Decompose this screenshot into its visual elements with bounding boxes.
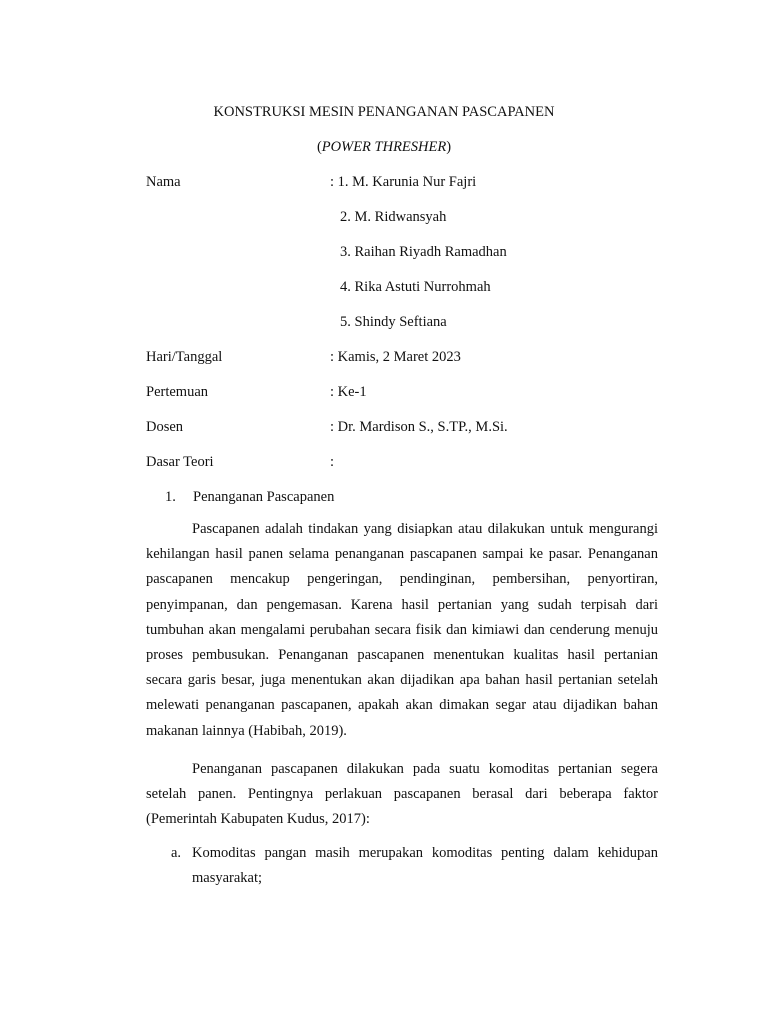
subtitle-italic: POWER THRESHER: [321, 139, 447, 155]
nama-value-4: 4. Rika Astuti Nurrohmah: [340, 279, 491, 295]
nama-value-1: : 1. M. Karunia Nur Fajri: [330, 174, 477, 190]
subtitle-close-paren: ): [446, 139, 452, 155]
dosen-label: Dosen: [146, 419, 184, 435]
list-item-marker: a.: [171, 845, 182, 861]
document-title: KONSTRUKSI MESIN PENANGANAN PASCAPANEN: [213, 104, 555, 120]
nama-label: Nama: [146, 174, 181, 190]
section-heading: [165, 488, 334, 506]
paragraph-2: Penanganan pascapanen dilakukan pada suatu komoditas pertanian segera setelah panen. Pentingnya perlakuan pascapanen berasal dari beberapa faktor (Pemerintah Kabupaten Kudus, 2017):: [146, 761, 658, 828]
document-subtitle: [0, 138, 768, 156]
nama-value-2: 2. M. Ridwansyah: [340, 209, 447, 225]
dasar-teori-label: Dasar Teori: [146, 454, 214, 470]
tanggal-value: : Kamis, 2 Maret 2023: [330, 349, 461, 365]
dasar-teori-value: :: [330, 454, 335, 470]
pertemuan-value: : Ke-1: [330, 384, 367, 400]
nama-value-3: 3. Raihan Riyadh Ramadhan: [340, 244, 507, 260]
dosen-value: : Dr. Mardison S., S.TP., M.Si.: [330, 419, 508, 435]
tanggal-label: Hari/Tanggal: [146, 349, 223, 365]
paragraph-1: Pascapanen adalah tindakan yang disiapkan atau dilakukan untuk mengurangi kehilangan hasil panen selama penanganan pascapanen sampai ke pasar. Penanganan pascapanen mencakup pengeringan, pendinginan, pembersihan, penyortiran, penyimpanan, dan pengemasan. Karena hasil pertanian yang sudah terpisah dari tumbuhan akan mengalami perubahan secara fisik dan kimiawi dan cenderung menuju proses pembusukan. Penanganan pascapanen menentukan kualitas hasil pertanian secara garis besar, juga menentukan akan dijadikan apa bahan hasil pertanian setelah melewati penanganan pascapanen, apakah akan dimakan segar atau dijadikan bahan makanan lainnya (Habibah, 2019).: [146, 521, 658, 739]
pertemuan-label: Pertemuan: [146, 384, 209, 400]
section-number: 1.: [165, 489, 176, 505]
subtitle-open-paren: (: [316, 139, 322, 155]
section-heading-text: Penanganan Pascapanen: [193, 489, 335, 505]
list-item-text: Komoditas pangan masih merupakan komoditas penting dalam kehidupan masyarakat;: [192, 845, 658, 887]
nama-value-5: 5. Shindy Seftiana: [340, 314, 447, 330]
